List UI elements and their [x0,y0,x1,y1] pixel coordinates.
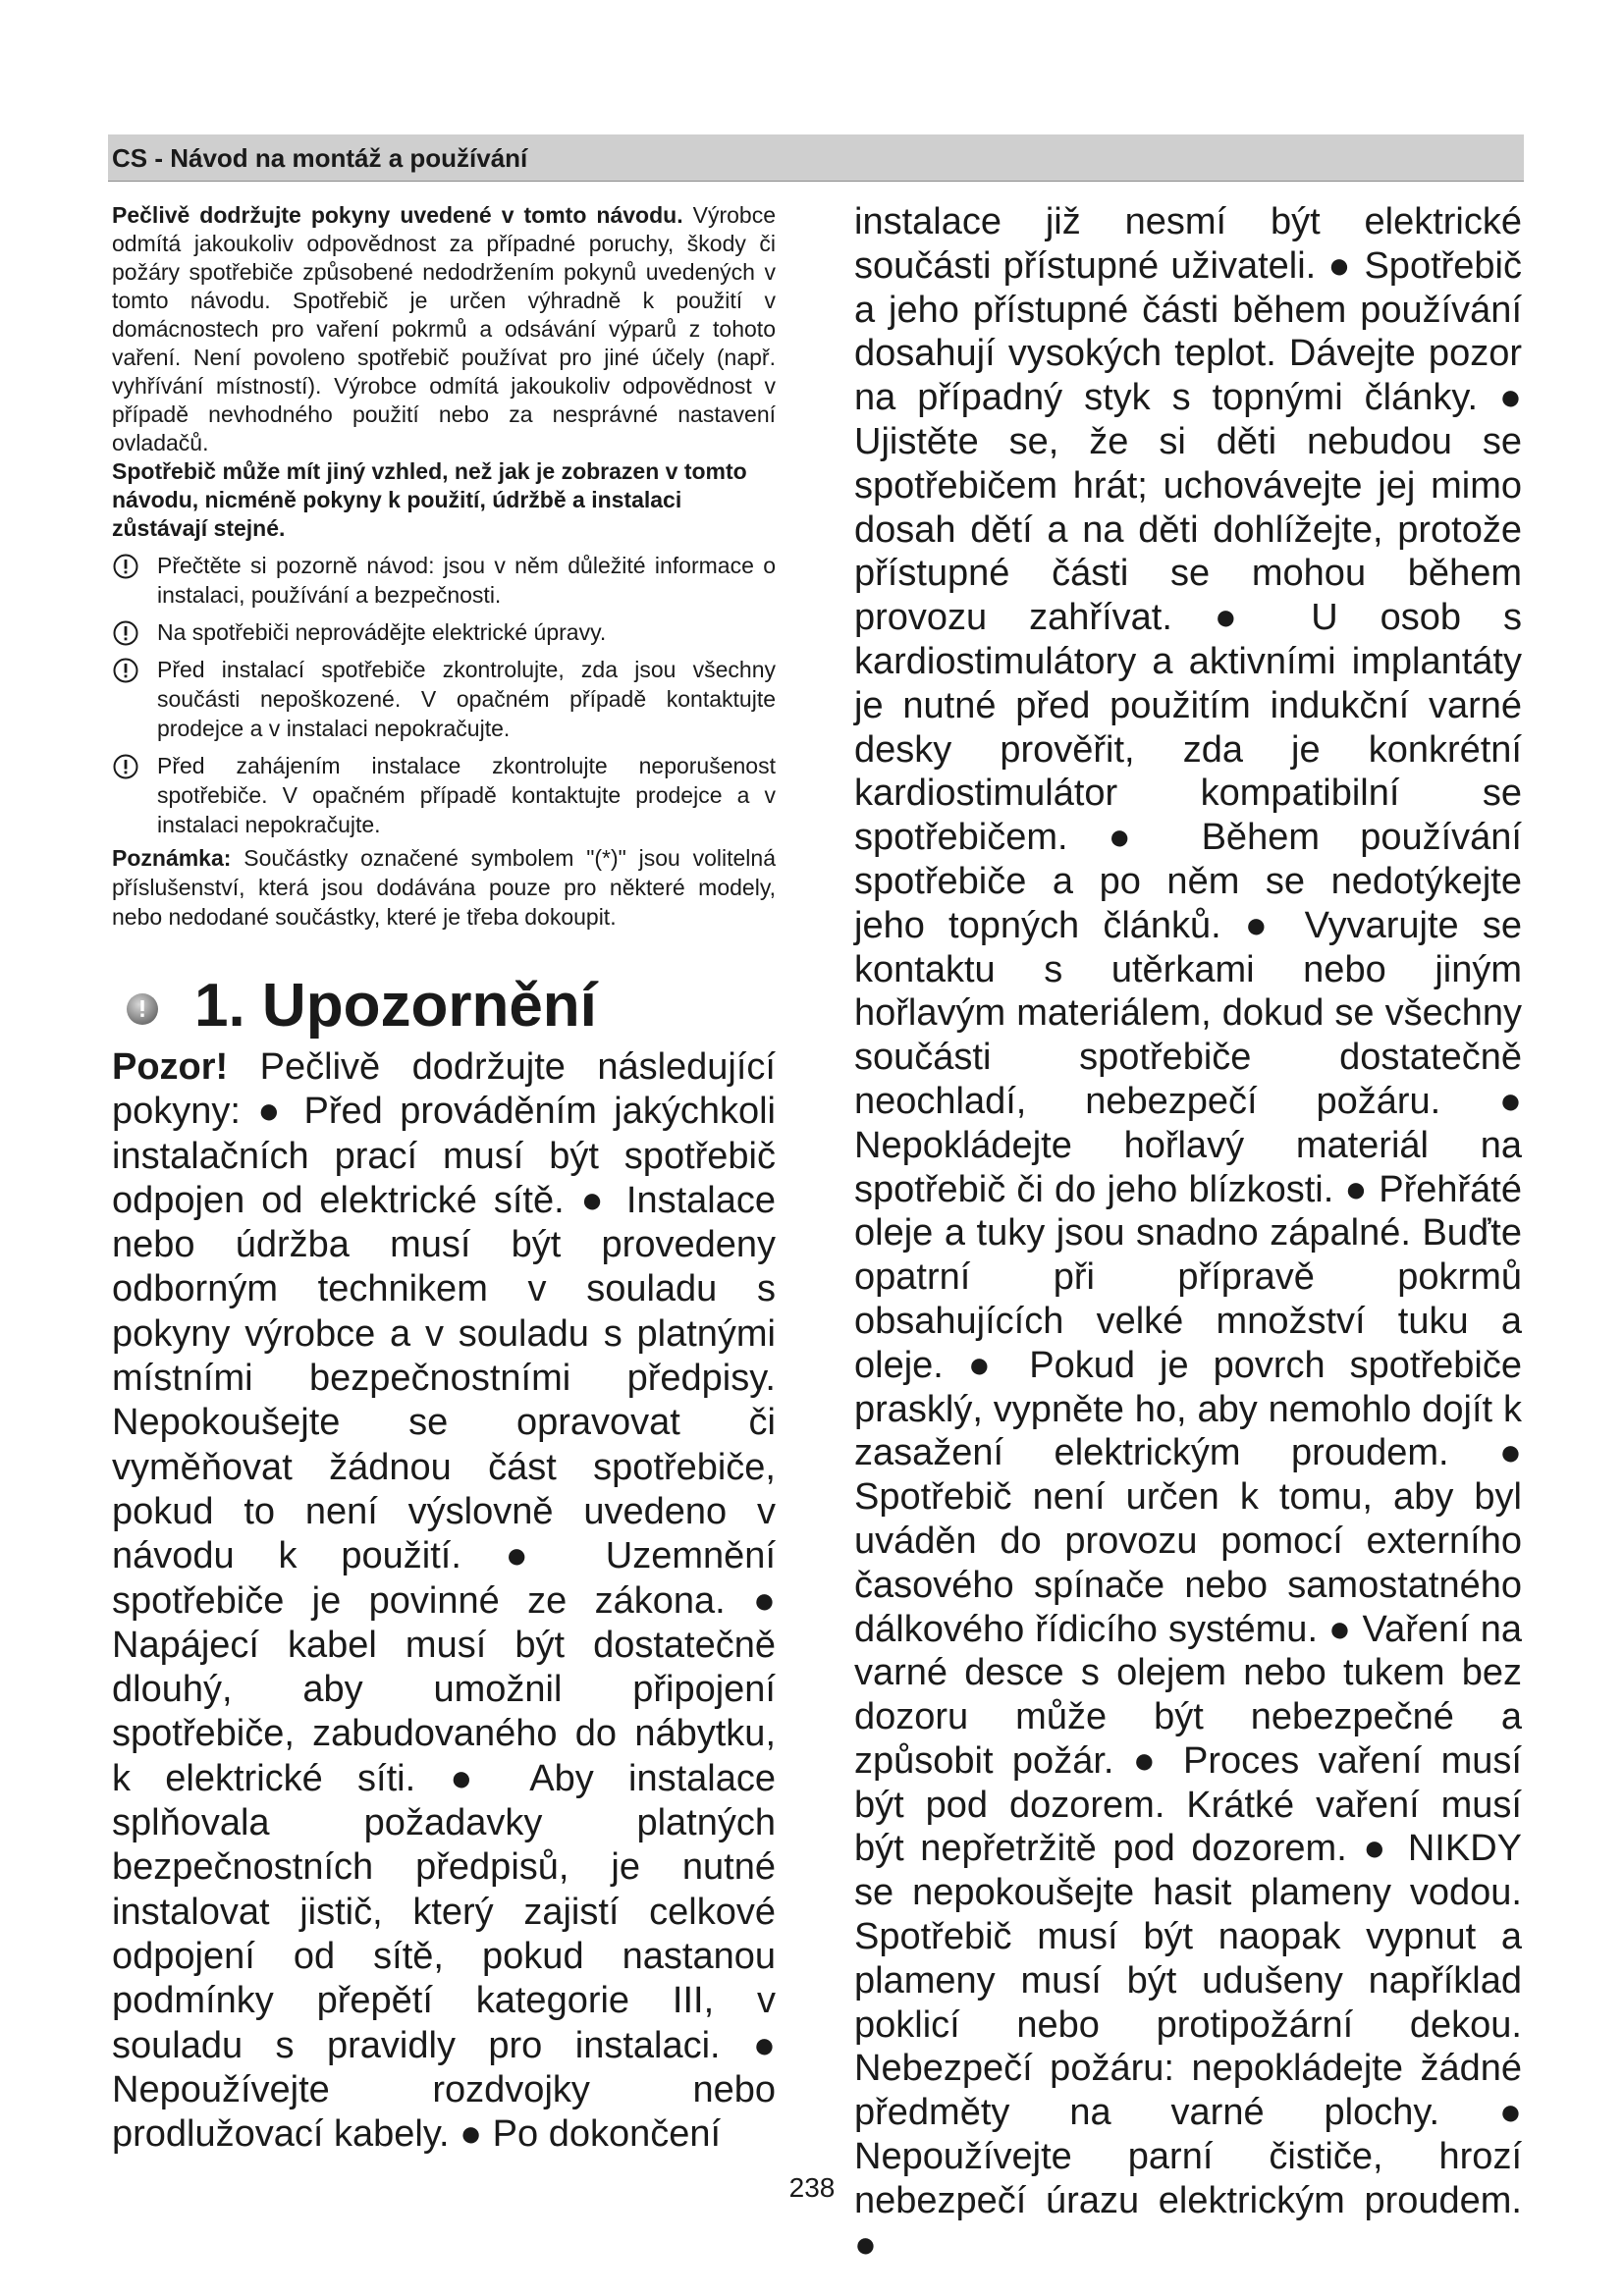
note-label: Poznámka: [112,845,232,871]
section-body-right: instalace již nesmí být elektrické součásti přístupné uživateli. ● Spotřebič a jeho přístupné části během používání dosahují vysokých teplot. Dávejte pozor na případný styk s topnými články. ● Ujistěte se, že si děti nebudou se spotřebičem hrát; uchovávejte jej mimo dosah dětí a na děti dohlížejte, protože přístupné části se mohou během provozu zahřívat. ● U osob s kardiostimulátory a aktivními implantáty je nutné před použitím indukční varné desky prověřit, zda je konkrétní kardiostimulátor kompatibilní se spotřebičem. ● Během používání spotřebiče a po něm se nedotýkejte jeho topných článků. ● Vyvarujte se kontaktu s utěrkami nebo jiným hořlavým materiálem, dokud se všechny součásti spotřebiče dostatečně neochladí, nebezpečí požáru. ● Nepokládejte hořlavý materiál na spotřebič či do jeho blízkosti. ● Přehřáté oleje a tuky jsou snadno zápalné. Buďte opatrní při přípravě pokrmů obsahujících velké množství tuku a oleje. ● Pokud je povrch spotřebiče prasklý, vypněte ho, aby nemohlo dojít k zasažení elektrickým proudem. ● Spotřebič není určen k tomu, aby byl uváděn do provozu pomocí externího časového spínače nebo samostatného dálkového řídicího systému. ● Vaření na varné desce s olejem nebo tukem bez dozoru může být nebezpečné a způsobit požár. ● Proces vaření musí být pod dozorem. Krátké vaření musí být nepřetržitě pod dozorem. ● NIKDY se nepokoušejte hasit plameny vodou. Spotřebič musí být naopak vypnut a plameny musí být udušeny například poklicí nebo protipožární dekou. Nebezpečí požáru: nepokládejte žádné předměty na varné plochy. ● Nepoužívejte parní čističe, hrozí nebezpečí úrazu elektrickým proudem. ● [854,201,1522,2266]
intro-text: Výrobce odmítá jakoukoliv odpovědnost za případné poruchy, škody či požáry spotřebiče způsobené nedodržením pokynů uvedených v tomto návodu. Spotřebič je určen výhradně k použití v domácnostech pro vaření pokrmů a odsávání výparů z tohoto vaření. Není povoleno spotřebič používat pro jiné účely (např. vyhřívání místností). Výrobce odmítá jakoukoliv odpovědnost v případě nevhodného použití nebo za nesprávné nastavení ovladačů. [112,202,776,455]
warning-item [112,655,776,743]
warning-text: Přečtěte si pozorně návod: jsou v něm důležité informace o instalaci, používání a bezpečnosti. [157,553,776,608]
warning-item [112,751,776,839]
section-bullet-icon [126,992,159,1026]
exclamation-circle-icon [112,657,139,684]
warning-text: Před instalací spotřebiče zkontrolujte, zda jsou všechny součásti nepoškozené. V opačném případě kontaktujte prodejce a v instalaci nepokračujte. [157,657,776,741]
note-paragraph [112,843,776,932]
section-heading [112,967,776,1045]
intro-lead: Pečlivě dodržujte pokyny uvedené v tomto návodu. [112,202,683,228]
note-text: Součástky označené symbolem "(*)" jsou volitelná příslušenství, která jsou dodávána pouze pro některé modely, nebo nedodané součástky, které je třeba dokoupit. [112,845,776,930]
page-header [108,134,1524,182]
appearance-note: Spotřebič může mít jiný vzhled, než jak je zobrazen v tomto návodu, nicméně pokyny k použití, údržbě a instalaci zůstávají stejné. [112,458,747,541]
right-column [854,200,1522,2267]
left-column [112,201,776,2157]
exclamation-circle-icon [112,553,139,580]
warning-text: Na spotřebiči neprovádějte elektrické úpravy. [157,619,607,645]
section-lead: Pozor! [112,1046,229,1088]
warning-item [112,551,776,610]
warning-text: Před zahájením instalace zkontrolujte neporušenost spotřebiče. V opačném případě kontaktujte prodejce a v instalaci nepokračujte. [157,753,776,837]
section-body-left [112,1045,776,2157]
intro-paragraph [112,201,776,457]
warning-item [112,617,776,647]
header-title: CS - Návod na montáž a používání [112,143,528,173]
section-text-left: Pečlivě dodržujte následující pokyny: ● Před prováděním jakýchkoli instalačních prací musí být spotřebič odpojen od elektrické sítě. ● Instalace nebo údržba musí být provedeny odborným technikem v souladu s pokyny výrobce a v souladu s platnými místními bezpečnostními předpisy. Nepokoušejte se opravovat či vyměňovat žádnou část spotřebiče, pokud to není výslovně uvedeno v návodu k použití. ● Uzemnění spotřebiče je povinné ze zákona. ● Napájecí kabel musí být dostatečně dlouhý, aby umožnil připojení spotřebiče, zabudovaného do nábytku, k elektrické síti. ● Aby instalace splňovala požadavky platných bezpečnostních předpisů, je nutné instalovat jistič, který zajistí celkové odpojení od sítě, pokud nastanou podmínky přepětí kategorie III, v souladu s pravidly pro instalaci. ● Nepoužívejte rozdvojky nebo prodlužovací kabely. ● Po dokončení [112,1046,776,2156]
exclamation-circle-icon [112,619,139,647]
section-title: 1. Upozornění [194,972,597,1040]
exclamation-circle-icon [112,753,139,780]
page-number: 238 [788,2172,836,2203]
